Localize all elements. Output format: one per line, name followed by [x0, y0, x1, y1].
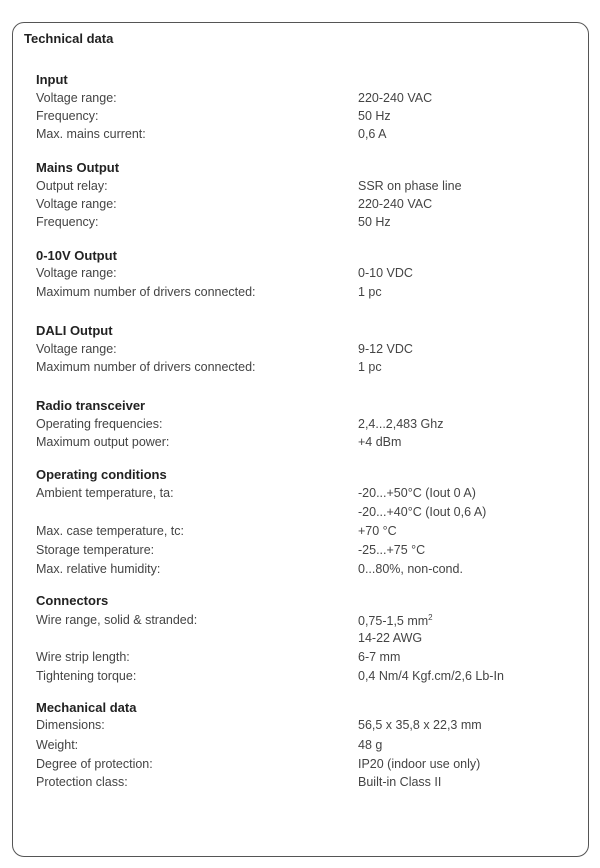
spec-label: Max. case temperature, tc:: [36, 524, 184, 538]
spec-value: 0-10 VDC: [358, 266, 413, 280]
panel-title: Technical data: [24, 31, 114, 46]
spec-label: Maximum number of drivers connected:: [36, 360, 256, 374]
spec-label: Tightening torque:: [36, 669, 137, 683]
spec-label: Voltage range:: [36, 266, 117, 280]
spec-label: Weight:: [36, 738, 79, 752]
spec-value: 1 pc: [358, 360, 382, 374]
spec-label: Maximum number of drivers connected:: [36, 285, 256, 299]
spec-value: IP20 (indoor use only): [358, 757, 481, 771]
spec-label: Voltage range:: [36, 197, 117, 211]
spec-value: 14-22 AWG: [358, 631, 423, 645]
spec-label: Operating frequencies:: [36, 417, 163, 431]
superscript-squared: 2: [428, 613, 433, 622]
spec-value: 220-240 VAC: [358, 91, 433, 105]
spec-label: Storage temperature:: [36, 543, 155, 557]
section-heading-radio-transceiver: Radio transceiver: [36, 398, 146, 413]
spec-value: 220-240 VAC: [358, 197, 433, 211]
spec-label: Protection class:: [36, 775, 128, 789]
spec-value: -20...+40°C (Iout 0,6 A): [358, 505, 487, 519]
spec-value: -25...+75 °C: [358, 543, 426, 557]
spec-value: 0...80%, non-cond.: [358, 562, 463, 576]
spec-value: 2,4...2,483 Ghz: [358, 417, 444, 431]
spec-label: Voltage range:: [36, 342, 117, 356]
section-heading-0-10v-output: 0-10V Output: [36, 248, 117, 263]
spec-value: 0,6 A: [358, 127, 387, 141]
spec-value: 50 Hz: [358, 215, 391, 229]
section-heading-mechanical-data: Mechanical data: [36, 700, 137, 715]
spec-label: Wire strip length:: [36, 650, 130, 664]
spec-label: Ambient temperature, ta:: [36, 486, 174, 500]
spec-value: +70 °C: [358, 524, 397, 538]
spec-value: -20...+50°C (Iout 0 A): [358, 486, 476, 500]
spec-label: Degree of protection:: [36, 757, 153, 771]
spec-value-wire-range: 0,75-1,5 $mm^2$: [358, 613, 433, 629]
spec-value: 6-7 mm: [358, 650, 401, 664]
spec-value: 0,4 Nm/4 Kgf.cm/2,6 Lb-In: [358, 669, 504, 683]
spec-value: 1 pc: [358, 285, 382, 299]
spec-value: SSR on phase line: [358, 179, 462, 193]
spec-value: Built-in Class II: [358, 775, 442, 789]
section-heading-dali-output: DALI Output: [36, 323, 113, 338]
spec-value: 48 g: [358, 738, 383, 752]
spec-label: Max. mains current:: [36, 127, 146, 141]
spec-label: Wire range, solid & stranded:: [36, 613, 198, 627]
spec-label: Maximum output power:: [36, 435, 170, 449]
spec-label: Voltage range:: [36, 91, 117, 105]
section-heading-mains-output: Mains Output: [36, 160, 120, 175]
section-heading-connectors: Connectors: [36, 593, 109, 608]
spec-label: Frequency:: [36, 215, 99, 229]
spec-label: Output relay:: [36, 179, 108, 193]
spec-label: Dimensions:: [36, 718, 105, 732]
spec-label: Max. relative humidity:: [36, 562, 161, 576]
spec-value: 56,5 x 35,8 x 22,3 mm: [358, 718, 482, 732]
spec-value: +4 dBm: [358, 435, 402, 449]
section-heading-operating-conditions: Operating conditions: [36, 467, 167, 482]
spec-value: 50 Hz: [358, 109, 391, 123]
section-heading-input: Input: [36, 72, 68, 87]
spec-value: 9-12 VDC: [358, 342, 413, 356]
spec-label: Frequency:: [36, 109, 99, 123]
